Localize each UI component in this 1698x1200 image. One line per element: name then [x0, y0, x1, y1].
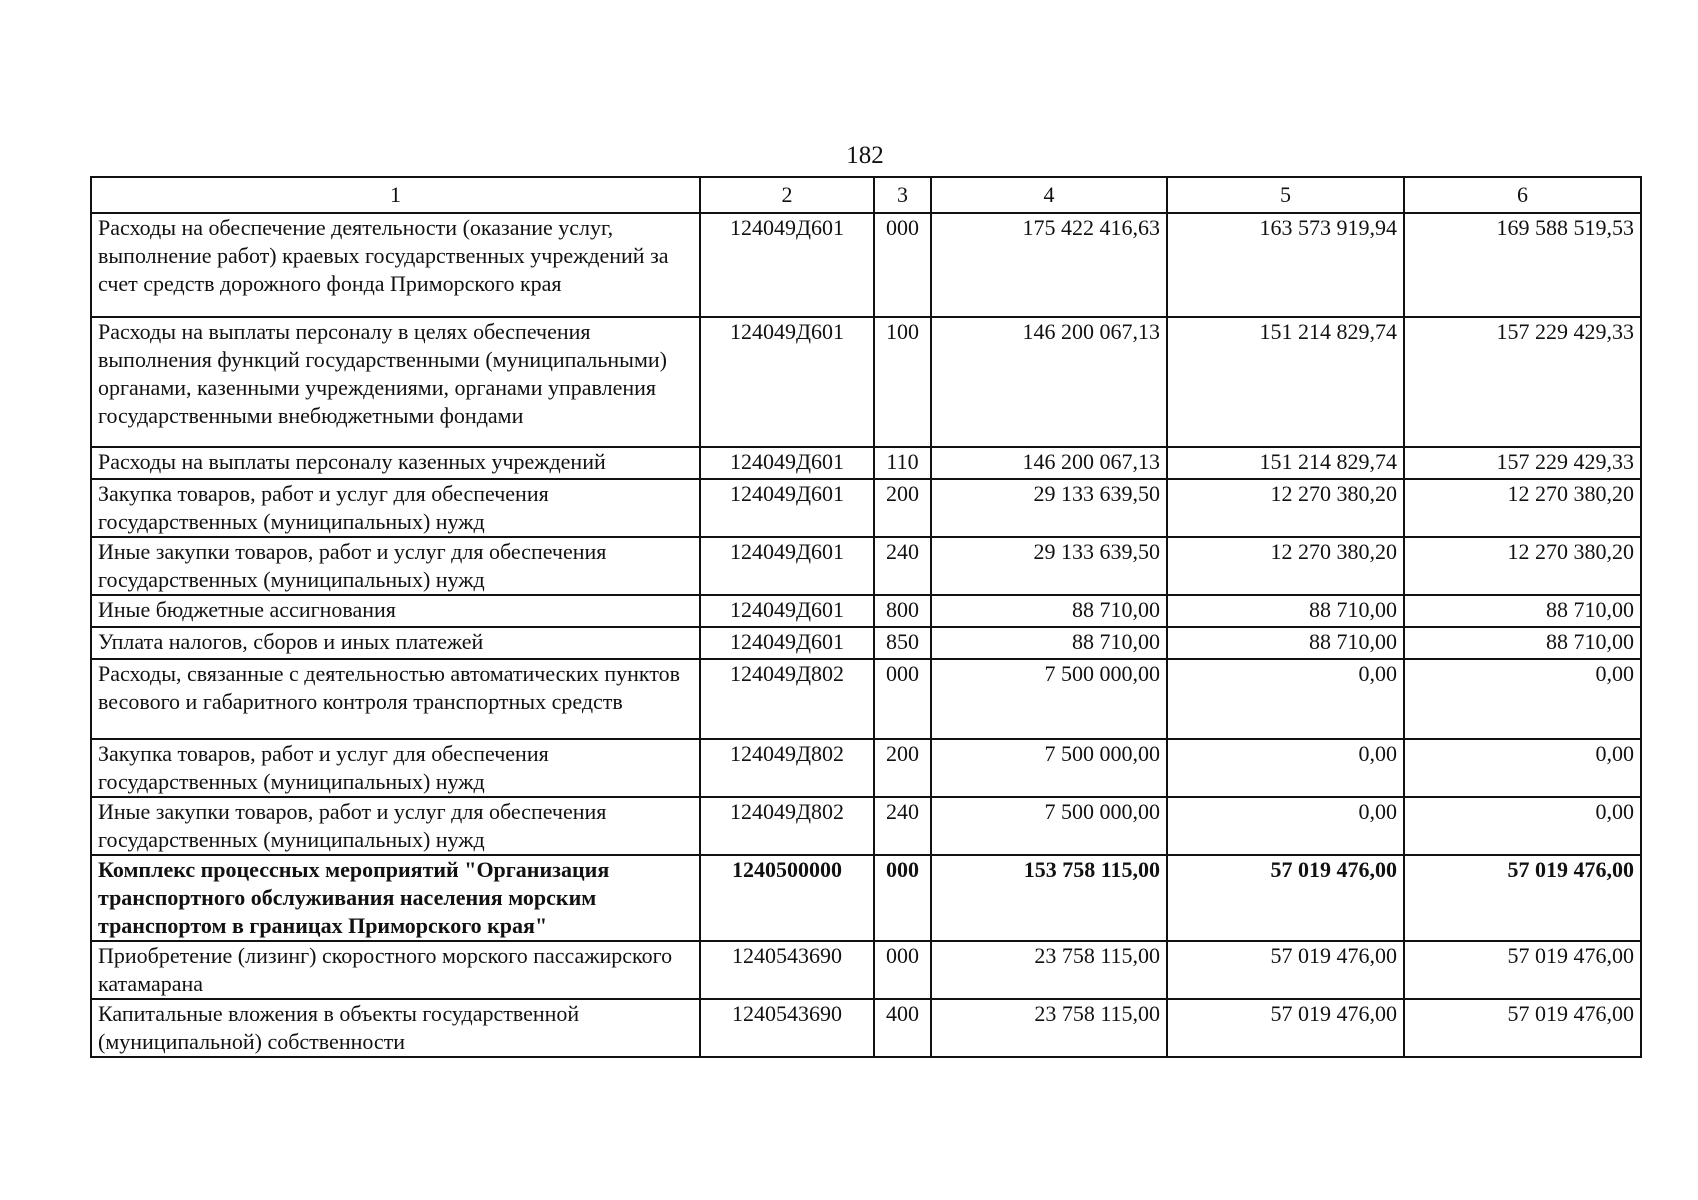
- column-header: 6: [1404, 177, 1641, 213]
- row-amount-col5-cell: 57 019 476,00: [1167, 855, 1404, 941]
- row-type-cell: 100: [874, 317, 931, 447]
- table-row: [91, 627, 1641, 659]
- table-row: [91, 855, 1641, 941]
- row-name-cell: Расходы на выплаты персоналу в целях обеспечения выполнения функций государственными (муниципальными) органами, казенными учреждениями, органами управления государственными внебюджетными фондами: [91, 317, 700, 447]
- row-code-cell: 124049Д802: [700, 739, 874, 797]
- row-amount-col6-cell: 0,00: [1404, 659, 1641, 739]
- row-name-cell: Закупка товаров, работ и услуг для обеспечения государственных (муниципальных) нужд: [91, 479, 700, 537]
- table-row: [91, 999, 1641, 1057]
- table-row: [91, 941, 1641, 999]
- row-amount-col5-cell: 88 710,00: [1167, 595, 1404, 627]
- table-row: [91, 595, 1641, 627]
- row-name-cell: Комплекс процессных мероприятий "Организация транспортного обслуживания населения морским транспортом в границах Приморского края": [91, 855, 700, 941]
- row-amount-col6-cell: 88 710,00: [1404, 595, 1641, 627]
- budget-table-body: [91, 177, 1641, 1057]
- row-amount-col4-cell: 146 200 067,13: [931, 447, 1167, 479]
- row-amount-col6-cell: 169 588 519,53: [1404, 213, 1641, 317]
- row-amount-col5-cell: 57 019 476,00: [1167, 999, 1404, 1057]
- row-code-cell: 1240543690: [700, 999, 874, 1057]
- row-name-cell: Расходы, связанные с деятельностью автоматических пунктов весового и габаритного контроля транспортных средств: [91, 659, 700, 739]
- row-amount-col5-cell: 88 710,00: [1167, 627, 1404, 659]
- row-code-cell: 124049Д601: [700, 317, 874, 447]
- row-amount-col6-cell: 57 019 476,00: [1404, 999, 1641, 1057]
- row-type-cell: 200: [874, 739, 931, 797]
- row-amount-col4-cell: 23 758 115,00: [931, 941, 1167, 999]
- header-row: [91, 177, 1641, 213]
- row-code-cell: 124049Д802: [700, 659, 874, 739]
- row-type-cell: 400: [874, 999, 931, 1057]
- row-amount-col5-cell: 163 573 919,94: [1167, 213, 1404, 317]
- row-type-cell: 000: [874, 855, 931, 941]
- row-type-cell: 240: [874, 797, 931, 855]
- row-amount-col4-cell: 7 500 000,00: [931, 659, 1167, 739]
- row-amount-col6-cell: 157 229 429,33: [1404, 447, 1641, 479]
- row-amount-col5-cell: 12 270 380,20: [1167, 537, 1404, 595]
- column-header: 5: [1167, 177, 1404, 213]
- row-code-cell: 1240500000: [700, 855, 874, 941]
- row-code-cell: 124049Д601: [700, 447, 874, 479]
- row-code-cell: 124049Д601: [700, 479, 874, 537]
- row-amount-col6-cell: 0,00: [1404, 797, 1641, 855]
- row-amount-col6-cell: 157 229 429,33: [1404, 317, 1641, 447]
- row-amount-col5-cell: 57 019 476,00: [1167, 941, 1404, 999]
- row-amount-col4-cell: 29 133 639,50: [931, 537, 1167, 595]
- row-amount-col6-cell: 12 270 380,20: [1404, 537, 1641, 595]
- row-type-cell: 110: [874, 447, 931, 479]
- row-amount-col4-cell: 175 422 416,63: [931, 213, 1167, 317]
- row-name-cell: Капитальные вложения в объекты государственной (муниципальной) собственности: [91, 999, 700, 1057]
- row-type-cell: 200: [874, 479, 931, 537]
- row-type-cell: 850: [874, 627, 931, 659]
- row-amount-col5-cell: 151 214 829,74: [1167, 317, 1404, 447]
- row-amount-col5-cell: 0,00: [1167, 797, 1404, 855]
- row-name-cell: Иные бюджетные ассигнования: [91, 595, 700, 627]
- table-row: [91, 479, 1641, 537]
- budget-table: [90, 176, 1642, 1058]
- table-row: [91, 213, 1641, 317]
- row-amount-col5-cell: 151 214 829,74: [1167, 447, 1404, 479]
- row-type-cell: 000: [874, 213, 931, 317]
- row-code-cell: 1240543690: [700, 941, 874, 999]
- row-amount-col4-cell: 7 500 000,00: [931, 797, 1167, 855]
- row-amount-col5-cell: 0,00: [1167, 739, 1404, 797]
- row-type-cell: 000: [874, 941, 931, 999]
- row-name-cell: Расходы на выплаты персоналу казенных учреждений: [91, 447, 700, 479]
- row-code-cell: 124049Д601: [700, 595, 874, 627]
- row-name-cell: Приобретение (лизинг) скоростного морского пассажирского катамарана: [91, 941, 700, 999]
- row-amount-col4-cell: 7 500 000,00: [931, 739, 1167, 797]
- row-amount-col4-cell: 88 710,00: [931, 595, 1167, 627]
- table-row: [91, 537, 1641, 595]
- row-code-cell: 124049Д601: [700, 213, 874, 317]
- table-row: [91, 447, 1641, 479]
- column-header: 3: [874, 177, 931, 213]
- row-amount-col5-cell: 12 270 380,20: [1167, 479, 1404, 537]
- row-amount-col4-cell: 88 710,00: [931, 627, 1167, 659]
- row-name-cell: Расходы на обеспечение деятельности (оказание услуг, выполнение работ) краевых государственных учреждений за счет средств дорожного фонда Приморского края: [91, 213, 700, 317]
- row-code-cell: 124049Д802: [700, 797, 874, 855]
- row-amount-col5-cell: 0,00: [1167, 659, 1404, 739]
- row-amount-col4-cell: 29 133 639,50: [931, 479, 1167, 537]
- row-amount-col6-cell: 88 710,00: [1404, 627, 1641, 659]
- row-amount-col6-cell: 57 019 476,00: [1404, 855, 1641, 941]
- row-amount-col4-cell: 146 200 067,13: [931, 317, 1167, 447]
- row-amount-col6-cell: 12 270 380,20: [1404, 479, 1641, 537]
- column-header: 4: [931, 177, 1167, 213]
- row-name-cell: Иные закупки товаров, работ и услуг для обеспечения государственных (муниципальных) нужд: [91, 537, 700, 595]
- row-name-cell: Закупка товаров, работ и услуг для обеспечения государственных (муниципальных) нужд: [91, 739, 700, 797]
- row-code-cell: 124049Д601: [700, 627, 874, 659]
- row-code-cell: 124049Д601: [700, 537, 874, 595]
- row-name-cell: Иные закупки товаров, работ и услуг для обеспечения государственных (муниципальных) нужд: [91, 797, 700, 855]
- table-row: [91, 317, 1641, 447]
- row-type-cell: 800: [874, 595, 931, 627]
- table-row: [91, 739, 1641, 797]
- row-amount-col4-cell: 23 758 115,00: [931, 999, 1167, 1057]
- table-row: [91, 659, 1641, 739]
- row-name-cell: Уплата налогов, сборов и иных платежей: [91, 627, 700, 659]
- column-header: 2: [700, 177, 874, 213]
- row-type-cell: 240: [874, 537, 931, 595]
- page-number: 182: [846, 142, 884, 169]
- row-amount-col6-cell: 57 019 476,00: [1404, 941, 1641, 999]
- row-type-cell: 000: [874, 659, 931, 739]
- row-amount-col4-cell: 153 758 115,00: [931, 855, 1167, 941]
- column-header: 1: [91, 177, 700, 213]
- row-amount-col6-cell: 0,00: [1404, 739, 1641, 797]
- table-row: [91, 797, 1641, 855]
